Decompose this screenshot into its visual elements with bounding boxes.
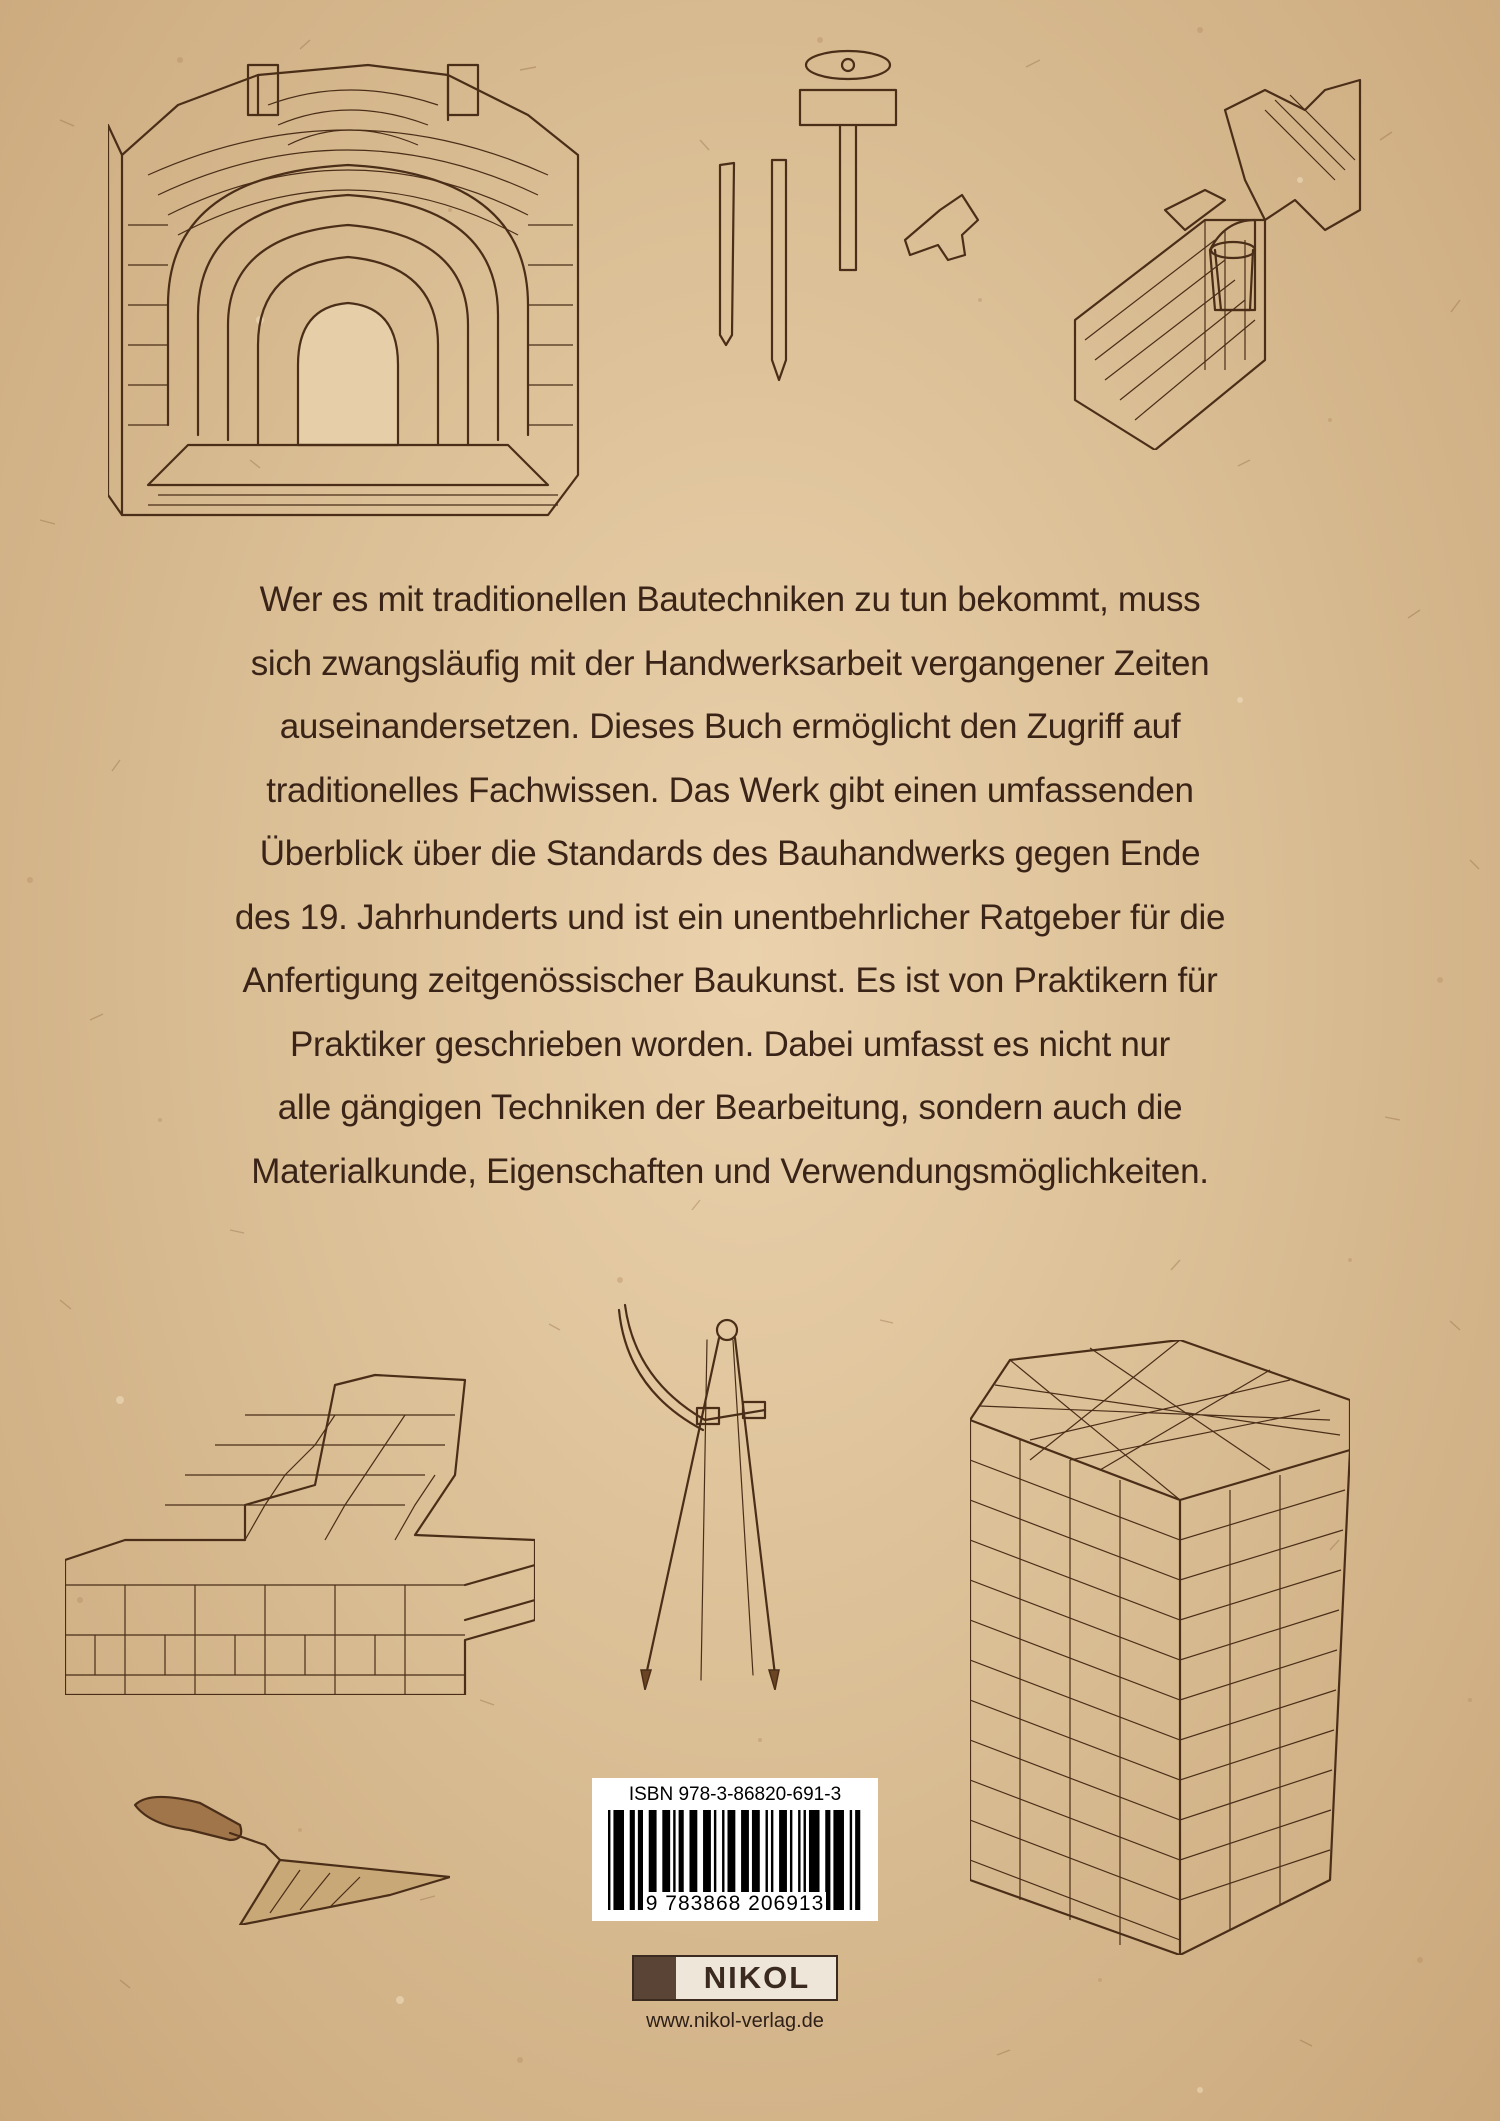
vaulted-brick-arch-icon <box>108 45 588 525</box>
chisels-and-hammers-icon <box>700 45 1050 390</box>
blurb-line: Anfertigung zeitgenössischer Baukunst. Es ist von Praktikern für <box>242 961 1218 1000</box>
barcode-digits <box>592 1892 878 1916</box>
bricklayer-at-wall-icon <box>1065 70 1365 450</box>
back-cover-description <box>190 568 1270 1203</box>
isbn-barcode <box>592 1778 878 1921</box>
blurb-line: alle gängigen Techniken der Bearbeitung, sondern auch die <box>277 1088 1183 1127</box>
blurb-line: Materialkunde, Eigenschaften und Verwendungsmöglichkeiten. <box>251 1151 1209 1191</box>
trowel-icon <box>130 1785 450 1925</box>
brick-pillar-icon <box>970 1340 1350 1955</box>
blurb-line: sich zwangsläufig mit der Handwerksarbeit vergangener Zeiten <box>250 643 1210 683</box>
barcode-digits-text: 9 783868 206913 <box>645 1892 825 1915</box>
blurb-line: des 19. Jahrhunderts und ist ein unentbehrlicher Ratgeber für die <box>234 897 1226 937</box>
blurb-line: auseinandersetzen. Dieses Buch ermöglicht den Zugriff auf <box>279 707 1181 746</box>
blurb-line: Überblick über die Standards des Bauhandwerks gegen Ende <box>259 834 1201 873</box>
isbn-label: ISBN 978-3-86820-691-3 <box>628 1784 842 1805</box>
stone-blocks-icon <box>65 1365 535 1695</box>
logo-wordmark: NIKOL <box>703 1960 811 1995</box>
blurb-line: traditionelles Fachwissen. Das Werk gibt einen umfassenden <box>266 770 1194 810</box>
publisher-url: www.nikol-verlag.de <box>646 2010 824 2032</box>
dividers-compass-icon <box>615 1300 785 1690</box>
publisher-logo <box>632 1955 838 2001</box>
logo-square-icon <box>634 1957 676 1999</box>
blurb-line: Praktiker geschrieben worden. Dabei umfasst es nicht nur <box>289 1024 1171 1064</box>
blurb-line: Wer es mit traditionellen Bautechniken zu tun bekommt, muss <box>259 580 1201 619</box>
